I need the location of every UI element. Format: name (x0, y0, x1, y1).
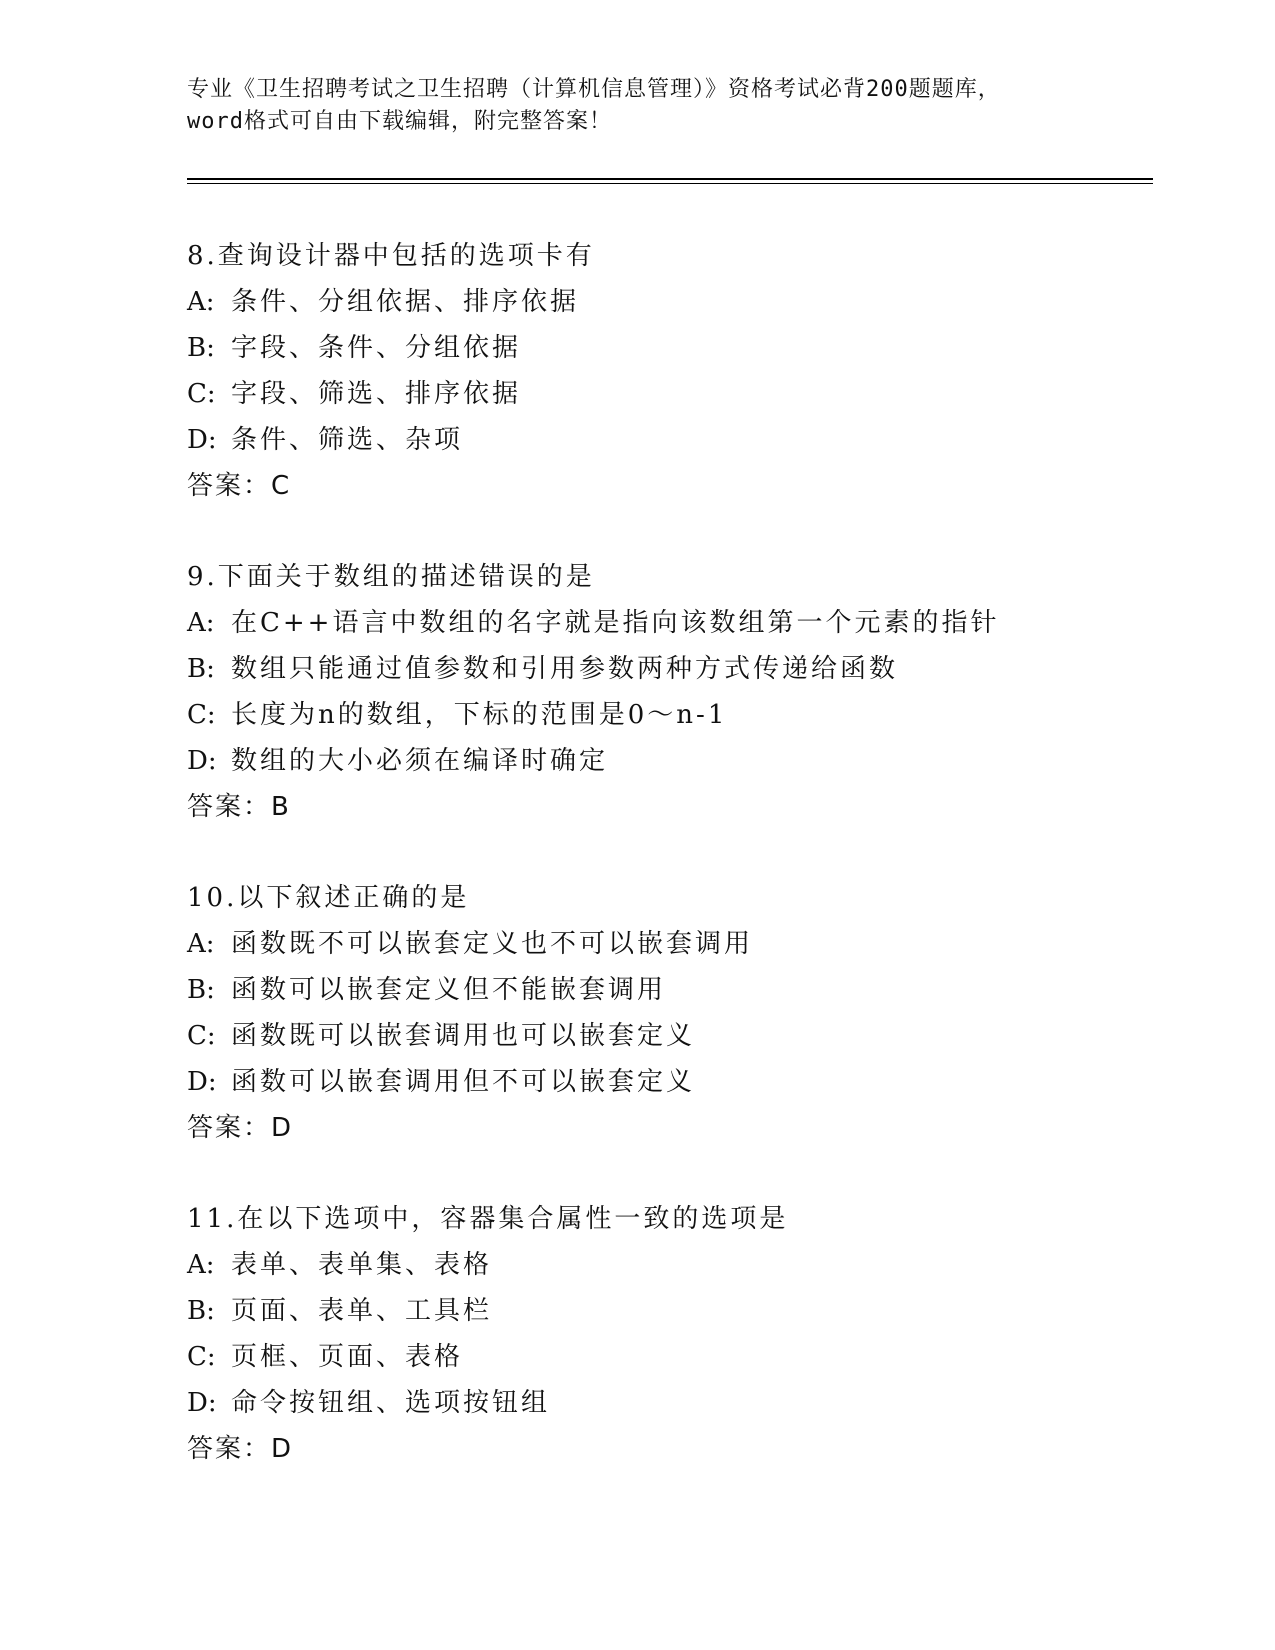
option-label: D: (187, 425, 217, 455)
option-label: D: (187, 1388, 217, 1418)
option-text: 函数既不可以嵌套定义也不可以嵌套调用 (231, 929, 754, 959)
option-label: A: (187, 287, 215, 317)
header-line-1: 专业《卫生招聘考试之卫生招聘（计算机信息管理）》资格考试必背200题题库， (187, 77, 1001, 102)
option-label: A: (187, 1250, 215, 1280)
question-11 (187, 1196, 1147, 1472)
option-label: D: (187, 1067, 217, 1097)
option-text: 字段、条件、分组依据 (231, 333, 522, 363)
option-c (187, 371, 1147, 417)
option-label: B: (187, 654, 215, 684)
option-text: 页框、页面、表格 (231, 1342, 464, 1372)
header-divider-thick (187, 178, 1153, 180)
option-a (187, 600, 1147, 646)
option-label: C: (187, 1342, 216, 1372)
header-line-2: word格式可自由下载编辑，附完整答案！ (187, 109, 612, 134)
option-b (187, 325, 1147, 371)
option-text: 在C++语言中数组的名字就是指向该数组第一个元素的指针 (231, 608, 1000, 638)
option-text: 页面、表单、工具栏 (231, 1296, 493, 1326)
option-b (187, 967, 1147, 1013)
option-label: C: (187, 700, 216, 730)
option-b (187, 1288, 1147, 1334)
option-c (187, 692, 1147, 738)
answer-line: 答案：B (187, 792, 291, 822)
option-text: 字段、筛选、排序依据 (231, 379, 522, 409)
document-header (187, 74, 1087, 138)
question-list (187, 233, 1147, 1517)
option-label: B: (187, 1296, 215, 1326)
option-text: 函数可以嵌套定义但不能嵌套调用 (231, 975, 667, 1005)
option-b (187, 646, 1147, 692)
option-label: C: (187, 379, 216, 409)
option-label: A: (187, 929, 215, 959)
option-d (187, 738, 1147, 784)
option-label: A: (187, 608, 215, 638)
option-text: 条件、分组依据、排序依据 (231, 287, 580, 317)
option-d (187, 417, 1147, 463)
question-stem: 9.下面关于数组的描述错误的是 (187, 562, 595, 592)
option-d (187, 1059, 1147, 1105)
option-text: 命令按钮组、选项按钮组 (231, 1388, 551, 1418)
question-9 (187, 554, 1147, 830)
option-label: C: (187, 1021, 216, 1051)
option-d (187, 1380, 1147, 1426)
option-text: 函数既可以嵌套调用也可以嵌套定义 (231, 1021, 696, 1051)
option-c (187, 1334, 1147, 1380)
option-text: 长度为n的数组，下标的范围是0～n-1 (231, 700, 728, 730)
answer-line: 答案：D (187, 1434, 294, 1464)
option-text: 函数可以嵌套调用但不可以嵌套定义 (231, 1067, 696, 1097)
option-a (187, 279, 1147, 325)
option-label: B: (187, 333, 215, 363)
answer-line: 答案：D (187, 1113, 294, 1143)
question-stem: 8.查询设计器中包括的选项卡有 (187, 241, 595, 271)
option-text: 数组的大小必须在编译时确定 (231, 746, 609, 776)
question-10 (187, 875, 1147, 1151)
header-divider-thin (187, 183, 1153, 184)
option-a (187, 921, 1147, 967)
question-stem: 10.以下叙述正确的是 (187, 883, 470, 913)
option-c (187, 1013, 1147, 1059)
question-8 (187, 233, 1147, 509)
option-label: D: (187, 746, 217, 776)
option-a (187, 1242, 1147, 1288)
option-text: 条件、筛选、杂项 (231, 425, 464, 455)
answer-line: 答案：C (187, 471, 292, 501)
option-text: 表单、表单集、表格 (231, 1250, 493, 1280)
option-label: B: (187, 975, 215, 1005)
option-text: 数组只能通过值参数和引用参数两种方式传递给函数 (231, 654, 899, 684)
question-stem: 11.在以下选项中，容器集合属性一致的选项是 (187, 1204, 789, 1234)
